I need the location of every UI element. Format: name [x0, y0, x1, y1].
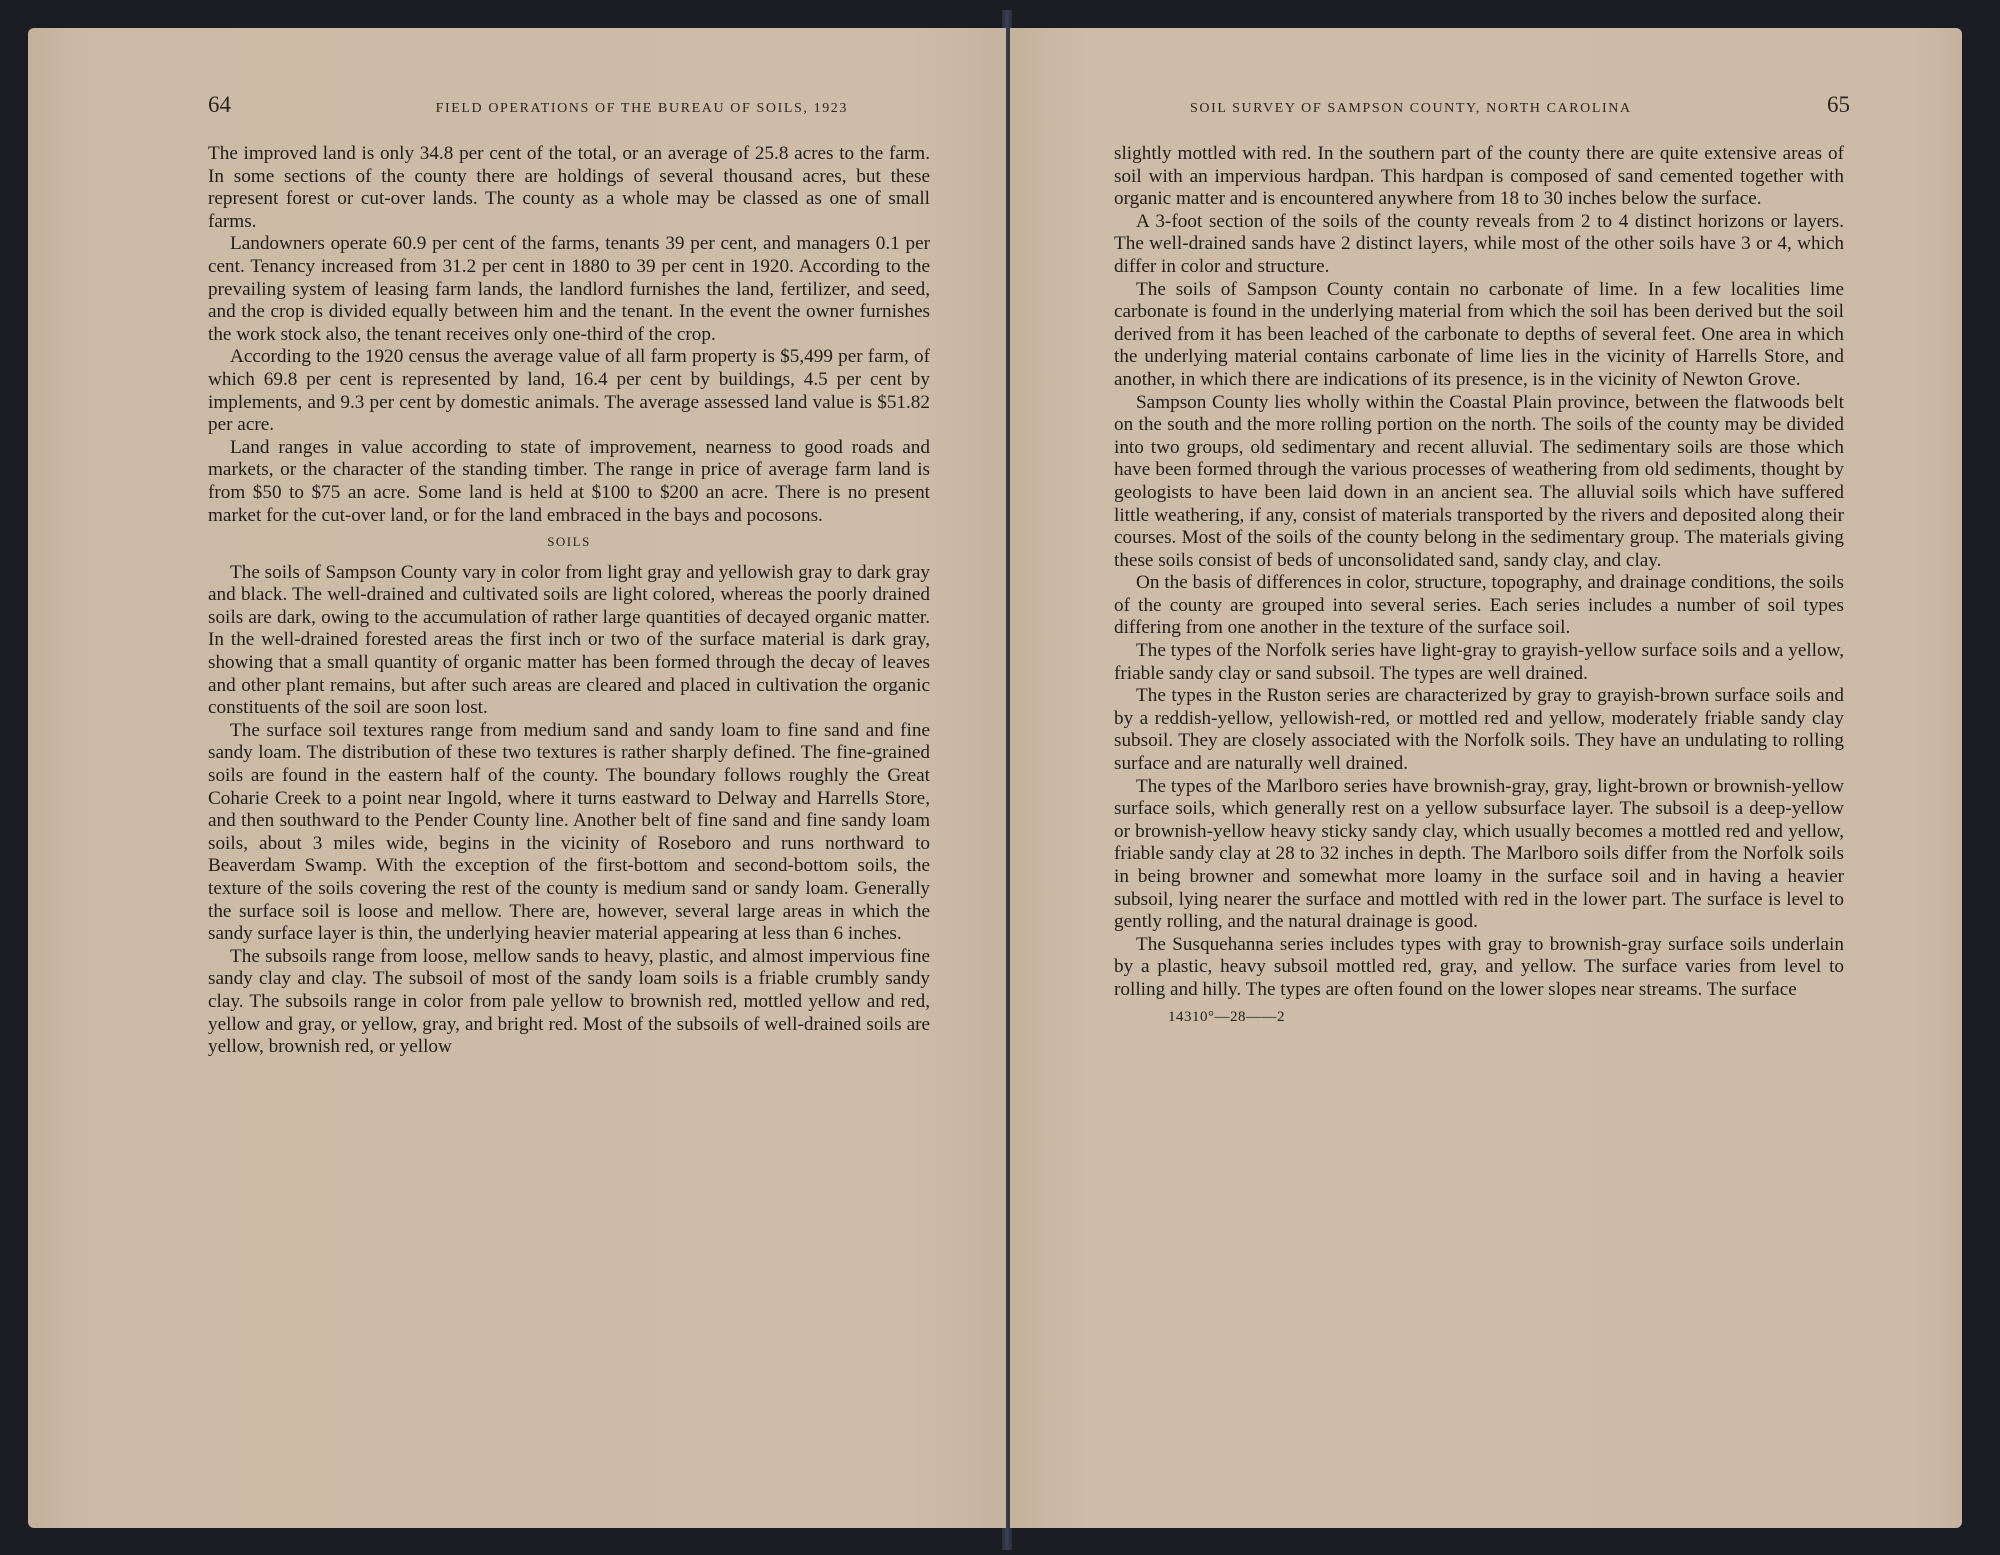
paragraph: On the basis of differences in color, structure, topography, and drainage conditions, the soils of the county are grouped into several series. Each series includes a number of soil types differing from one another in the texture of the surface soil.	[1114, 572, 1844, 639]
paragraph: The types in the Ruston series are characterized by gray to grayish-brown surface soils and by a reddish-yellow, yellowish-red, or mottled red and yellow, moderately friable sandy clay subsoil. They are closely associated with the Norfolk soils. They have an undulating to rolling surface and are naturally well drained.	[1114, 685, 1844, 775]
paragraph: The soils of Sampson County vary in color from light gray and yellowish gray to dark gray and black. The well-drained and cultivated soils are light colored, whereas the poorly drained soils are dark, owing to the accumulation of rather large quantities of decayed organic matter. In the well-drained forested areas the first inch or two of the surface material is dark gray, showing that a small quantity of organic matter has been formed through the decay of leaves and other plant remains, but after such areas are cleared and placed in cultivation the organic constituents of the soil are soon lost.	[208, 561, 930, 719]
paragraph: The types of the Marlboro series have brownish-gray, gray, light-brown or brownish-yellow surface soils, which generally rest on a yellow subsurface layer. The subsoil is a deep-yellow or brownish-yellow heavy sticky sandy clay, which usually becomes a mottled red and yellow, friable sandy clay at 28 to 32 inches in depth. The Marlboro soils differ from the Norfolk soils in being browner and somewhat more loamy in the surface soil and in having a heavier subsoil, lying nearer the surface and mottled with red in the lower part. The surface is level to gently rolling, and the natural drainage is good.	[1114, 775, 1844, 933]
paragraph: Sampson County lies wholly within the Coastal Plain province, between the flatwoods belt on the south and the more rolling portion on the north. The soils of the county may be divided into two groups, old sedimentary and recent alluvial. The sedimentary soils are those which have been formed through the various processes of weathering from old sediments, thought by geologists to have been laid down in an ancient sea. The alluvial soils which have suffered little weathering, if any, consist of materials transported by the rivers and deposited along their courses. Most of the soils of the county belong in the sedimentary group. The materials giving these soils consist of beds of unconsolidated sand, sandy clay, and clay.	[1114, 391, 1844, 571]
paragraph: The types of the Norfolk series have light-gray to grayish-yellow surface soils and a yellow, friable sandy clay or sand subsoil. The types are well drained.	[1114, 640, 1844, 684]
paragraph: According to the 1920 census the average value of all farm property is $5,499 per farm, of which 69.8 per cent is represented by land, 16.4 per cent by buildings, 4.5 per cent by implements, and 9.3 per cent by domestic animals. The average assessed land value is $51.82 per acre.	[208, 346, 930, 436]
paragraph: The surface soil textures range from medium sand and sandy loam to fine sand and fine sandy loam. The distribution of these two textures is rather sharply defined. The fine-grained soils are found in the eastern half of the county. The boundary follows roughly the Great Coharie Creek to a point near Ingold, where it turns eastward to Delway and Harrells Store, and then southward to the Pender County line. Another belt of fine sand and fine sandy loam soils, about 3 miles wide, begins in the vicinity of Roseboro and runs northward to Beaverdam Swamp. With the exception of the first-bottom and second-bottom soils, the texture of the soils covering the rest of the county is medium sand or sandy loam. Generally the surface soil is loose and mellow. There are, however, several large areas in which the sandy surface layer is thin, the underlying heavier material appearing at less than 6 inches.	[208, 719, 930, 945]
paragraph: Landowners operate 60.9 per cent of the farms, tenants 39 per cent, and managers 0.1 per cent. Tenancy increased from 31.2 per cent in 1880 to 39 per cent in 1920. According to the prevailing system of leasing farm lands, the landlord furnishes the land, fertilizer, and seed, and the crop is divided equally between him and the tenant. In the event the owner furnishes the work stock also, the tenant receives only one-third of the crop.	[208, 233, 930, 345]
page-number: 65	[1827, 92, 1850, 117]
running-head: FIELD OPERATIONS OF THE BUREAU OF SOILS, 1923	[435, 101, 848, 116]
paragraph: Land ranges in value according to state of improvement, nearness to good roads and markets, or the character of the standing timber. The range in price of average farm land is from $50 to $75 an acre. Some land is held at $100 to $200 an acre. There is no present market for the cut-over land, or for the land embraced in the bays and pocosons.	[208, 436, 930, 526]
paragraph: The improved land is only 34.8 per cent of the total, or an average of 25.8 acres to the farm. In some sections of the county there are holdings of several thousand acres, but these represent forest or cut-over lands. The county as a whole may be classed as one of small farms.	[208, 143, 930, 232]
left-page-text	[208, 143, 930, 1059]
paragraph: A 3-foot section of the soils of the county reveals from 2 to 4 distinct horizons or layers. The well-drained sands have 2 distinct layers, while most of the other soils have 3 or 4, which differ in color and structure.	[1114, 210, 1844, 277]
page-number: 64	[208, 92, 231, 117]
right-page-text	[1114, 143, 1844, 1028]
section-heading: SOILS	[547, 534, 591, 550]
paragraph: The Susquehanna series includes types with gray to brownish-gray surface soils underlain by a plastic, heavy subsoil mottled red, gray, and yellow. The surface varies from level to rolling and hilly. The types are often found on the lower slopes near streams. The surface	[1114, 933, 1844, 1000]
right-page-header	[1190, 92, 1850, 132]
signature-mark: 14310°—28——2	[1168, 1008, 1285, 1025]
paragraph: The soils of Sampson County contain no carbonate of lime. In a few localities lime carbonate is found in the underlying material from which the soil has been derived but the soil derived from it has been leached of the carbonate to depths of several feet. One area in which the underlying material contains carbonate of lime lies in the vicinity of Harrells Store, and another, in which there are indications of its presence, is in the vicinity of Newton Grove.	[1114, 278, 1844, 390]
paragraph: The subsoils range from loose, mellow sands to heavy, plastic, and almost impervious fine sandy clay and clay. The subsoil of most of the sandy loam soils is a friable crumbly sandy clay. The subsoils range in color from pale yellow to brownish red, mottled yellow and red, yellow and gray, or yellow, gray, and bright red. Most of the subsoils of well-drained soils are yellow, brownish red, or yellow	[208, 945, 930, 1058]
left-page	[28, 28, 1006, 1528]
left-page-header	[208, 92, 848, 132]
right-page	[1010, 28, 1962, 1528]
paragraph: slightly mottled with red. In the southern part of the county there are quite extensive areas of soil with an impervious hardpan. This hardpan is composed of sand cemented together with organic matter and is encountered anywhere from 18 to 30 inches below the surface.	[1114, 143, 1844, 210]
running-head: SOIL SURVEY OF SAMPSON COUNTY, NORTH CAROLINA	[1190, 101, 1632, 116]
